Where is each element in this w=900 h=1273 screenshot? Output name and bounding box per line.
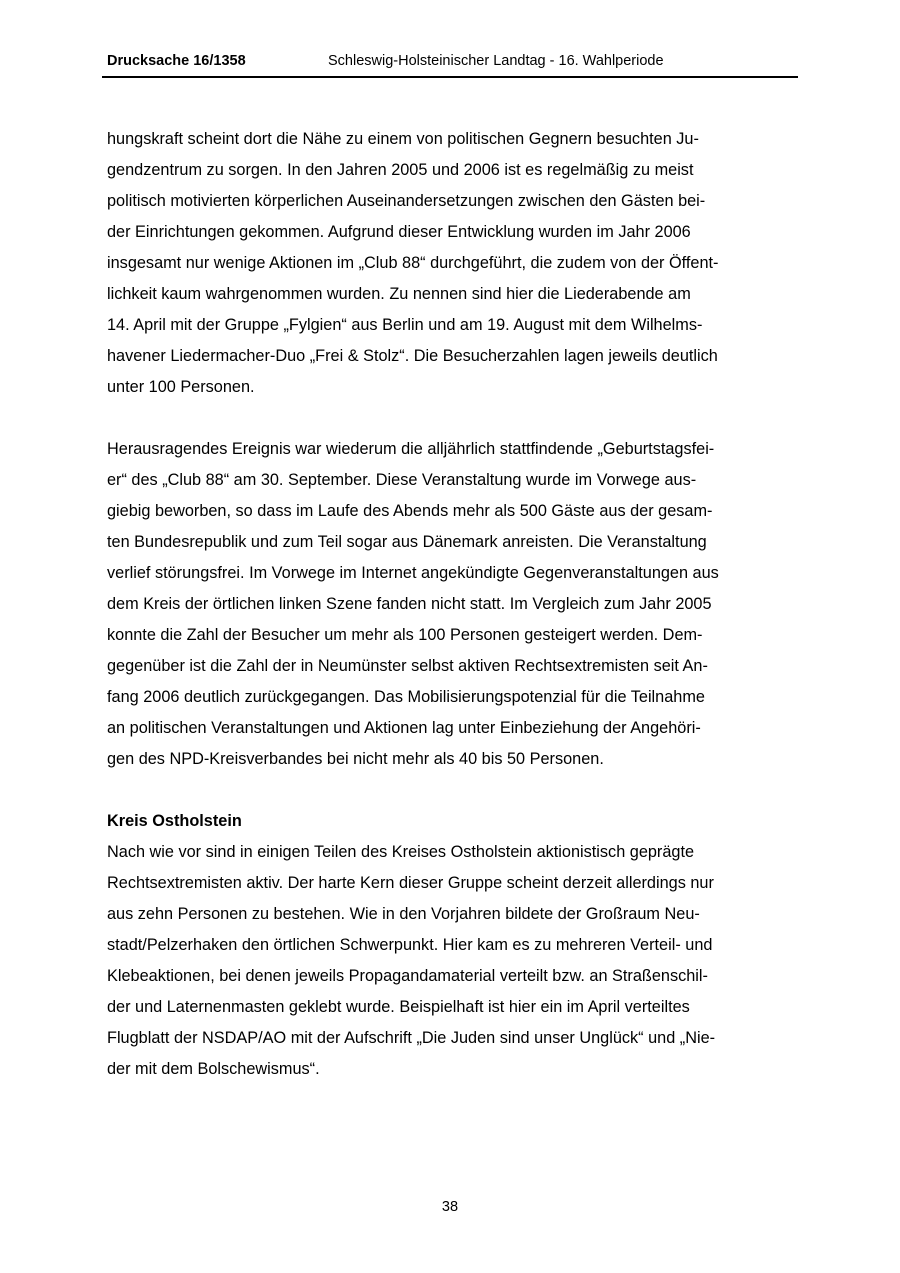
text-line: 14. April mit der Gruppe „Fylgien“ aus Berlin und am 19. August mit dem Wilhelms-	[107, 316, 703, 334]
section-kreis-ostholstein	[107, 806, 797, 1085]
text-line: gegenüber ist die Zahl der in Neumünster selbst aktiven Rechtsextremisten seit An-	[107, 657, 708, 675]
text-line: insgesamt nur wenige Aktionen im „Club 88“ durchgeführt, die zudem von der Öffent-	[107, 254, 719, 272]
text-line: havener Liedermacher-Duo „Frei & Stolz“. Die Besucherzahlen lagen jeweils deutlich	[107, 347, 718, 365]
text-line: ten Bundesrepublik und zum Teil sogar aus Dänemark anreisten. Die Veranstaltung	[107, 533, 707, 551]
document-number: Drucksache 16/1358	[107, 53, 246, 69]
text-line: der Einrichtungen gekommen. Aufgrund dieser Entwicklung wurden im Jahr 2006	[107, 223, 691, 241]
text-line: Flugblatt der NSDAP/AO mit der Aufschrift „Die Juden sind unser Unglück“ und „Nie-	[107, 1029, 716, 1047]
text-line: gendzentrum zu sorgen. In den Jahren 2005 und 2006 ist es regelmäßig zu meist	[107, 161, 694, 179]
text-line: politisch motivierten körperlichen Auseinandersetzungen zwischen den Gästen bei-	[107, 192, 706, 210]
text-line: giebig beworben, so dass im Laufe des Abends mehr als 500 Gäste aus der gesam-	[107, 502, 713, 520]
text-line: lichkeit kaum wahrgenommen wurden. Zu nennen sind hier die Liederabende am	[107, 285, 691, 303]
text-line: fang 2006 deutlich zurückgegangen. Das Mobilisierungspotenzial für die Teilnahme	[107, 688, 705, 706]
text-line: der mit dem Bolschewismus“.	[107, 1060, 320, 1078]
page-number: 38	[441, 1199, 459, 1215]
paragraph-spacer	[107, 775, 797, 806]
text-line: hungskraft scheint dort die Nähe zu einem von politischen Gegnern besuchten Ju-	[107, 130, 699, 148]
text-line: Nach wie vor sind in einigen Teilen des Kreises Ostholstein aktionistisch geprägte	[107, 843, 695, 861]
paragraph-birthday-event	[107, 434, 797, 775]
page-header	[102, 52, 798, 78]
paragraph-club-88-events	[107, 124, 797, 403]
section-heading: Kreis Ostholstein	[107, 812, 242, 830]
paragraph-spacer	[107, 403, 797, 434]
text-line: unter 100 Personen.	[107, 378, 255, 396]
text-line: dem Kreis der örtlichen linken Szene fanden nicht statt. Im Vergleich zum Jahr 2005	[107, 595, 712, 613]
text-line: konnte die Zahl der Besucher um mehr als 100 Personen gesteigert werden. Dem-	[107, 626, 703, 644]
text-line: er“ des „Club 88“ am 30. September. Diese Veranstaltung wurde im Vorwege aus-	[107, 471, 697, 489]
text-line: Rechtsextremisten aktiv. Der harte Kern dieser Gruppe scheint derzeit allerdings nur	[107, 874, 714, 892]
parliament-title: Schleswig-Holsteinischer Landtag - 16. Wahlperiode	[328, 53, 664, 69]
text-line: stadt/Pelzerhaken den örtlichen Schwerpunkt. Hier kam es zu mehreren Verteil- und	[107, 936, 713, 954]
text-line: aus zehn Personen zu bestehen. Wie in den Vorjahren bildete der Großraum Neu-	[107, 905, 700, 923]
text-line: gen des NPD-Kreisverbandes bei nicht mehr als 40 bis 50 Personen.	[107, 750, 604, 768]
text-line: an politischen Veranstaltungen und Aktionen lag unter Einbeziehung der Angehöri-	[107, 719, 701, 737]
text-line: Klebeaktionen, bei denen jeweils Propagandamaterial verteilt bzw. an Straßenschil-	[107, 967, 708, 985]
text-line: Herausragendes Ereignis war wiederum die alljährlich stattfindende „Geburtstagsfei-	[107, 440, 715, 458]
page-body	[107, 124, 797, 1085]
text-line: verlief störungsfrei. Im Vorwege im Internet angekündigte Gegenveranstaltungen aus	[107, 564, 719, 582]
text-line: der und Laternenmasten geklebt wurde. Beispielhaft ist hier ein im April verteiltes	[107, 998, 690, 1016]
